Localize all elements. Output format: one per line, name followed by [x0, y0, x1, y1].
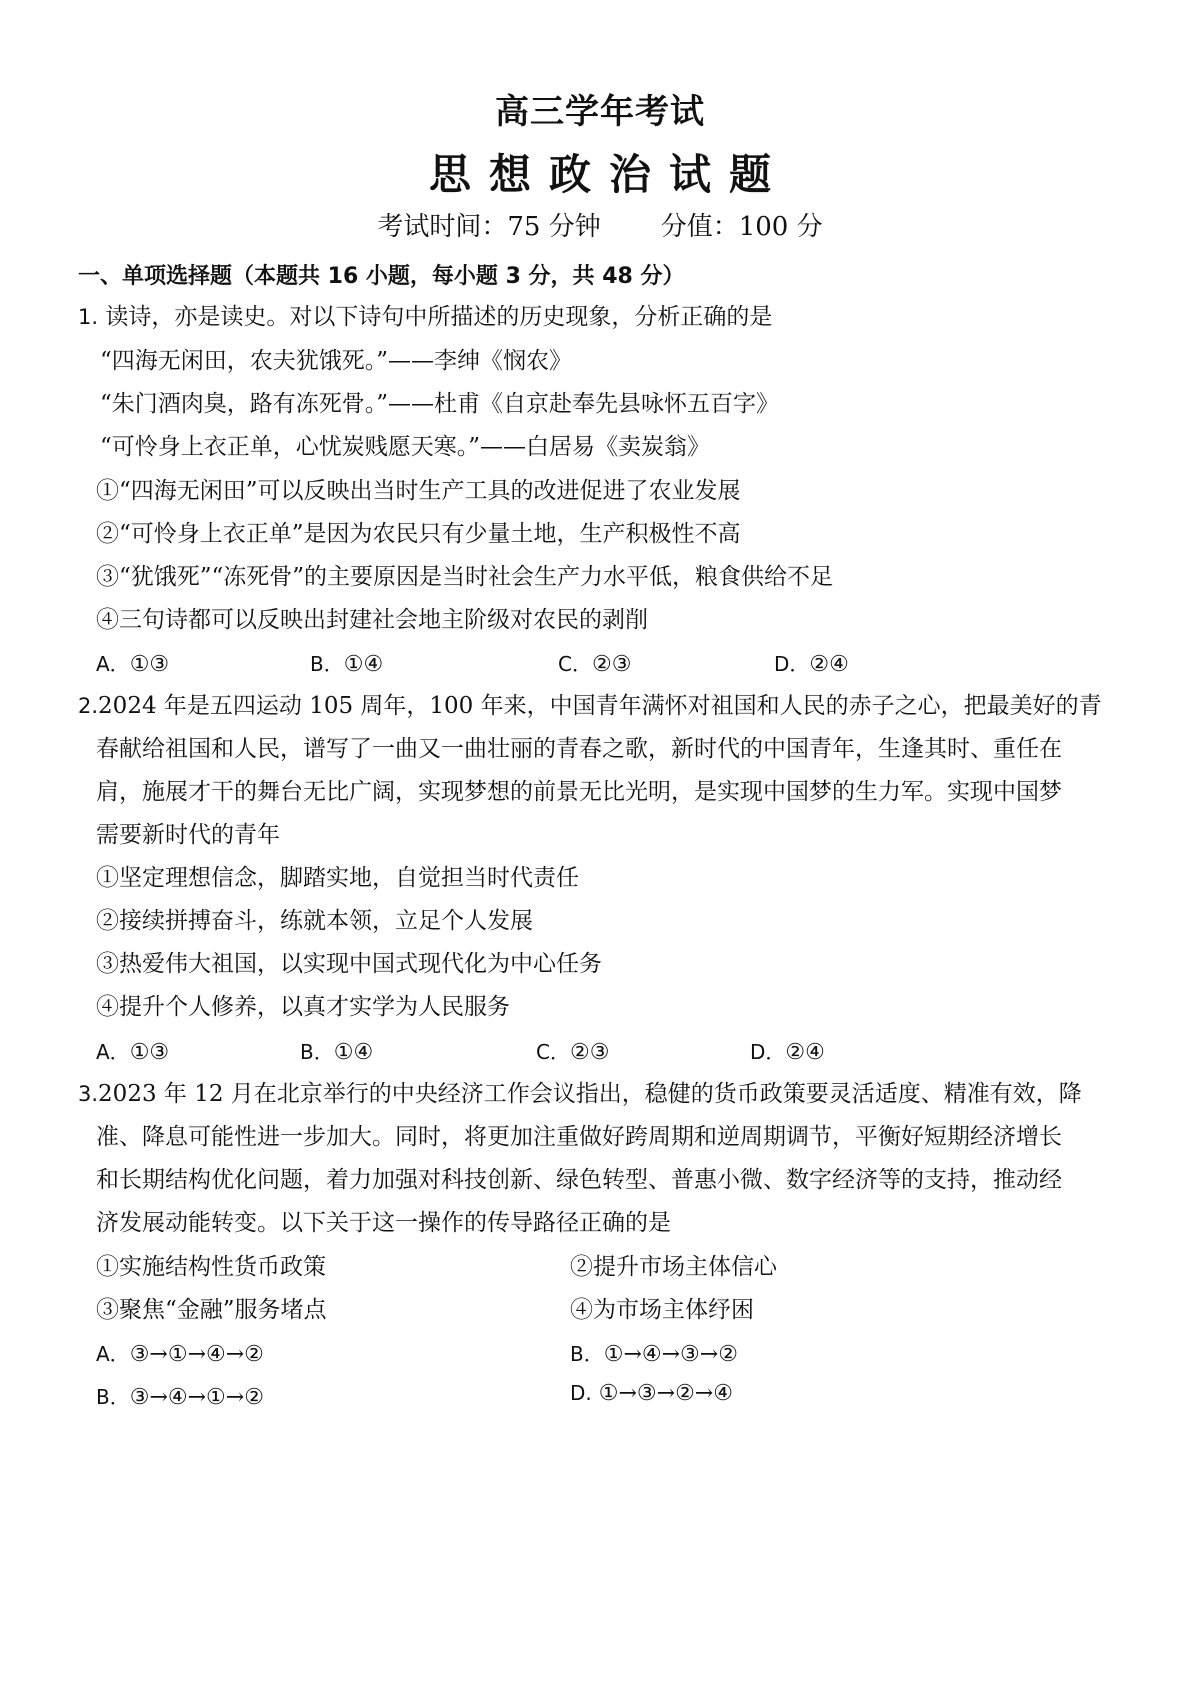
question-number: 1. — [78, 305, 99, 329]
option-letter: D． — [750, 1040, 786, 1064]
option-text: ①④ — [333, 1040, 374, 1065]
option-d[interactable] — [774, 648, 849, 677]
exam-info — [0, 206, 1200, 243]
statement: ①“四海无闲田”可以反映出当时生产工具的改进促进了农业发展 — [96, 478, 741, 504]
option-c[interactable] — [96, 1381, 264, 1410]
option-text: ②④ — [809, 652, 849, 677]
question-number: 2. — [78, 694, 99, 718]
option-text: ③→④→①→② — [129, 1385, 264, 1410]
option-a[interactable] — [96, 1338, 264, 1367]
question-3-stem — [78, 1079, 1082, 1109]
option-text: ①④ — [343, 652, 384, 677]
poem-line: “四海无闲田，农夫犹饿死。”——李绅《悯农》 — [100, 348, 573, 374]
option-d[interactable] — [570, 1381, 733, 1406]
statement: ②“可怜身上衣正单”是因为农民只有少量土地，生产积极性不高 — [96, 521, 741, 547]
question-text: 2023 年 12 月在北京举行的中央经济工作会议指出，稳健的货币政策要灵活适度、精准有效，降 — [98, 1081, 1082, 1107]
statement: ①实施结构性货币政策 — [96, 1254, 326, 1280]
question-number: 3. — [78, 1082, 99, 1106]
section-heading: 一、单项选择题（本题共 16 小题，每小题 3 分，共 48 分） — [78, 264, 685, 289]
question-text-line: 肩，施展才干的舞台无比广阔，实现梦想的前景无比光明，是实现中国梦的生力军。实现中国梦 — [96, 779, 1062, 805]
option-letter: A． — [96, 652, 130, 676]
question-text-line: 济发展动能转变。以下关于这一操作的传导路径正确的是 — [96, 1210, 671, 1236]
question-text-line: 和长期结构优化问题，着力加强对科技创新、绿色转型、普惠小微、数字经济等的支持，推动经 — [96, 1167, 1062, 1193]
option-letter: B． — [570, 1342, 604, 1366]
option-c[interactable] — [558, 648, 631, 677]
statement: ①坚定理想信念，脚踏实地，自觉担当时代责任 — [96, 865, 579, 891]
option-d[interactable] — [750, 1036, 825, 1065]
question-1-stem — [78, 302, 772, 332]
statement: ②接续拼搏奋斗，练就本领，立足个人发展 — [96, 908, 533, 934]
exam-score: 分值：100 分 — [660, 212, 823, 242]
option-text: ①③ — [129, 1040, 170, 1065]
question-text: 读诗，亦是读史。对以下诗句中所描述的历史现象，分析正确的是 — [105, 304, 773, 330]
option-letter: C． — [536, 1040, 570, 1064]
option-letter: B． — [96, 1385, 130, 1409]
option-text: ③→①→④→② — [129, 1342, 264, 1367]
option-text: ①→④→③→② — [603, 1342, 738, 1367]
poem-line: “朱门酒肉臭，路有冻死骨。”——杜甫《自京赴奉先县咏怀五百字》 — [100, 391, 780, 417]
option-text: ②③ — [591, 652, 632, 677]
option-letter: B． — [300, 1040, 334, 1064]
option-letter: A． — [96, 1342, 130, 1366]
option-b[interactable] — [570, 1338, 738, 1367]
statement: ④为市场主体纾困 — [570, 1297, 754, 1323]
option-text: ①③ — [129, 652, 170, 677]
option-letter: B． — [310, 652, 344, 676]
option-text: ①→③→②→④ — [598, 1381, 733, 1406]
statement: ③“犹饿死”“冻死骨”的主要原因是当时社会生产力水平低，粮食供给不足 — [96, 564, 834, 590]
option-letter: A． — [96, 1040, 130, 1064]
option-c[interactable] — [536, 1036, 609, 1065]
statement: ②提升市场主体信心 — [570, 1254, 777, 1280]
statement: ③热爱伟大祖国，以实现中国式现代化为中心任务 — [96, 951, 602, 977]
option-letter: C． — [558, 652, 592, 676]
option-a[interactable] — [96, 1036, 169, 1065]
option-letter: D. — [570, 1381, 592, 1405]
exam-time: 考试时间：75 分钟 — [377, 212, 601, 242]
option-a[interactable] — [96, 648, 169, 677]
exam-title: 高三学年考试 — [495, 92, 705, 132]
question-text-line: 需要新时代的青年 — [96, 822, 280, 848]
statement: ④三句诗都可以反映出封建社会地主阶级对农民的剥削 — [96, 607, 648, 633]
subject-title: 思想政治试题 — [428, 150, 789, 199]
option-b[interactable] — [300, 1036, 373, 1065]
option-text: ②④ — [785, 1040, 825, 1065]
poem-line: “可怜身上衣正单，心忧炭贱愿天寒。”——白居易《卖炭翁》 — [100, 434, 711, 460]
option-text: ②③ — [569, 1040, 610, 1065]
question-text: 2024 年是五四运动 105 周年，100 年来，中国青年满怀对祖国和人民的赤子之心，把最美好的青 — [98, 693, 1102, 719]
question-text-line: 春献给祖国和人民，谱写了一曲又一曲壮丽的青春之歌，新时代的中国青年，生逢其时、重任在 — [96, 736, 1062, 762]
question-2-stem — [78, 691, 1102, 721]
question-text-line: 准、降息可能性进一步加大。同时，将更加注重做好跨周期和逆周期调节，平衡好短期经济增长 — [96, 1124, 1062, 1150]
option-letter: D． — [774, 652, 810, 676]
statement: ③聚焦“金融”服务堵点 — [96, 1297, 327, 1323]
statement: ④提升个人修养，以真才实学为人民服务 — [96, 994, 510, 1020]
option-b[interactable] — [310, 648, 383, 677]
